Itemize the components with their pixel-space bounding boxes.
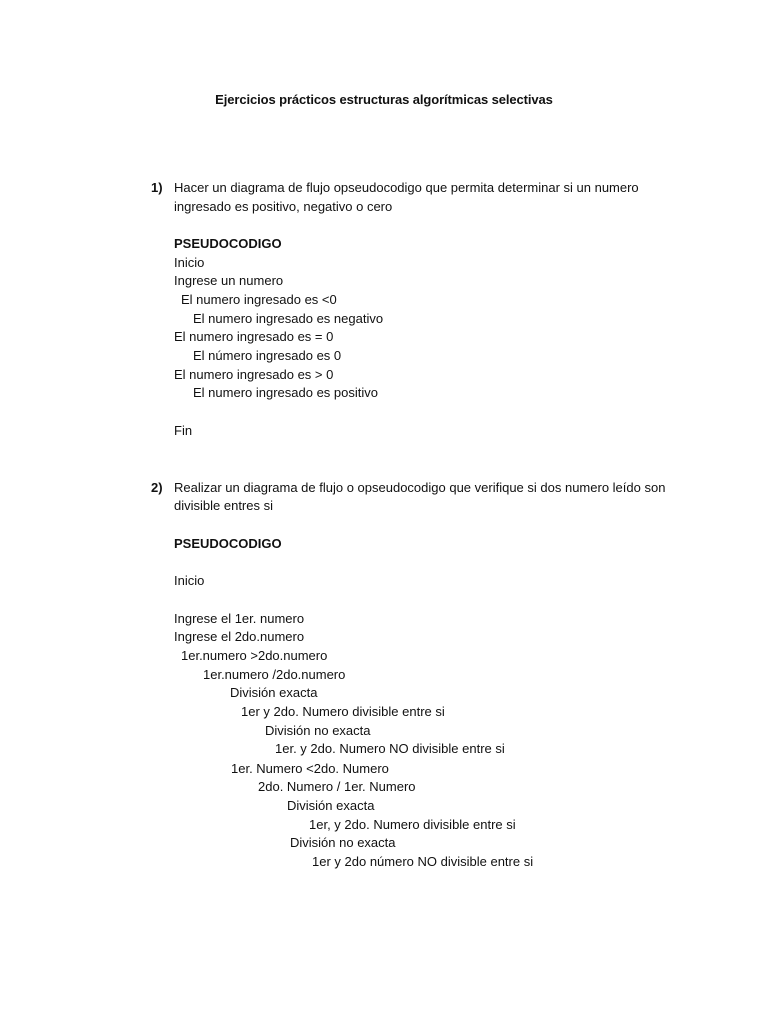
exercise-2-line: División exacta xyxy=(287,798,375,813)
exercise-2-pseudocode-heading: PSEUDOCODIGO xyxy=(174,536,282,551)
exercise-2-line: Ingrese el 2do.numero xyxy=(174,629,305,644)
exercise-2-line: 1er, y 2do. Numero divisible entre si xyxy=(309,817,516,832)
exercise-1-line: El numero ingresado es <0 xyxy=(181,292,337,307)
exercise-2-line: 1er y 2do. Numero divisible entre si xyxy=(241,704,445,719)
exercise-1-prompt-line-2: ingresado es positivo, negativo o cero xyxy=(174,199,393,214)
exercise-2-line: División exacta xyxy=(230,685,318,700)
exercise-1-line: Fin xyxy=(174,423,193,438)
exercise-1-line: Ingrese un numero xyxy=(174,273,284,288)
exercise-2-line: Inicio xyxy=(174,573,205,588)
exercise-1-line: El número ingresado es 0 xyxy=(193,348,342,363)
exercise-2-line: Ingrese el 1er. numero xyxy=(174,611,305,626)
exercise-2-line: 1er y 2do número NO divisible entre si xyxy=(312,854,534,869)
exercise-2-line: 2do. Numero / 1er. Numero xyxy=(258,779,416,794)
exercise-1-line: El numero ingresado es = 0 xyxy=(174,329,334,344)
exercise-1-pseudocode-heading: PSEUDOCODIGO xyxy=(174,236,282,251)
exercise-1-line: El numero ingresado es positivo xyxy=(193,385,378,400)
exercise-2-line: 1er. y 2do. Numero NO divisible entre si xyxy=(275,741,505,756)
exercise-2-number: 2) xyxy=(151,480,163,495)
exercise-2-line: División no exacta xyxy=(265,723,371,738)
exercise-1-number: 1) xyxy=(151,180,163,195)
exercise-2-prompt-line-2: divisible entres si xyxy=(174,498,273,513)
exercise-1-line: El numero ingresado es negativo xyxy=(193,311,384,326)
document-title: Ejercicios prácticos estructuras algorítmicas selectivas xyxy=(215,92,553,107)
exercise-1-prompt-line-1: Hacer un diagrama de flujo opseudocodigo que permita determinar si un numero xyxy=(174,180,639,195)
exercise-2-prompt-line-1: Realizar un diagrama de flujo o opseudocodigo que verifique si dos numero leído son xyxy=(174,480,666,495)
exercise-2-line: 1er.numero >2do.numero xyxy=(181,648,328,663)
exercise-2-line: 1er. Numero <2do. Numero xyxy=(231,761,389,776)
exercise-1-line: Inicio xyxy=(174,255,205,270)
exercise-2-line: 1er.numero /2do.numero xyxy=(203,667,346,682)
exercise-1-line: El numero ingresado es > 0 xyxy=(174,367,334,382)
exercise-2-line: División no exacta xyxy=(290,835,396,850)
